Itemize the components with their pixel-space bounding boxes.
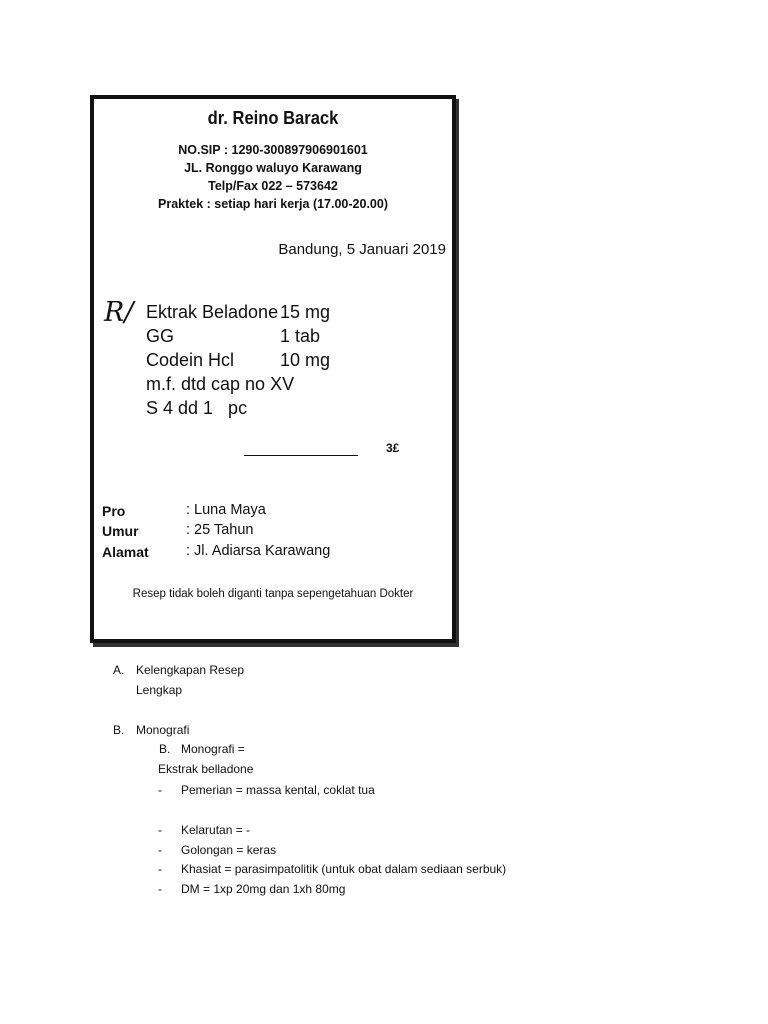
- paraf-mark: 3£: [386, 441, 400, 455]
- bullet-pemerian: Pemerian = massa kental, coklat tua: [181, 783, 375, 797]
- signature-line: [244, 455, 358, 456]
- section-b-title: Monografi: [136, 723, 190, 737]
- subsection-b-marker: B.: [159, 742, 171, 756]
- doctor-address: JL. Ronggo waluyo Karawang: [184, 161, 362, 175]
- recipe-symbol: R/: [104, 297, 134, 328]
- doctor-phone: Telp/Fax 022 – 573642: [208, 179, 338, 193]
- patient-name: : Luna Maya: [186, 502, 266, 518]
- bullet-dash: -: [158, 882, 162, 896]
- bullet-dosis-maksimum: DM = 1xp 20mg dan 1xh 80mg: [181, 882, 346, 896]
- section-a-title: Kelengkapan Resep: [136, 663, 245, 677]
- section-a-marker: A.: [113, 663, 125, 677]
- section-b-marker: B.: [113, 723, 125, 737]
- patient-age: : 25 Tahun: [186, 522, 254, 538]
- bullet-dash: -: [158, 823, 162, 837]
- bullet-dash: -: [158, 783, 162, 797]
- rx-line-dose: 15 mg: [280, 302, 331, 322]
- rx-line-name: Codein Hcl: [146, 350, 235, 370]
- prescription-footer: Resep tidak boleh diganti tanpa sepengetahuan Dokter: [132, 588, 414, 600]
- rx-line-name: Ektrak Beladone: [146, 302, 279, 322]
- rx-line-dose: 10 mg: [280, 350, 331, 370]
- patient-address: : Jl. Adiarsa Karawang: [186, 543, 331, 559]
- license-number: NO.SIP : 1290-300897906901601: [178, 143, 368, 157]
- patient-label-name: Pro: [102, 503, 126, 519]
- bullet-dash: -: [158, 843, 162, 857]
- rx-line-name: m.f. dtd cap no XV: [146, 374, 295, 394]
- bullet-dash: -: [158, 862, 162, 876]
- practice-hours: Praktek : setiap hari kerja (17.00-20.00): [158, 197, 388, 211]
- bullet-khasiat: Khasiat = parasimpatolitik (untuk obat dalam sediaan serbuk): [181, 862, 507, 876]
- patient-label-age: Umur: [102, 523, 139, 539]
- rx-line-name: GG: [146, 326, 175, 346]
- monograph-item: Ekstrak belladone: [158, 762, 254, 776]
- subsection-b-title: Monografi =: [181, 742, 245, 756]
- doctor-name: dr. Reino Barack: [207, 108, 339, 128]
- section-a-value: Lengkap: [136, 683, 183, 697]
- bullet-kelarutan: Kelarutan = -: [181, 823, 251, 837]
- prescription-card: [90, 95, 456, 643]
- rx-line-dose: 1 tab: [280, 326, 321, 346]
- rx-line-name: S 4 dd 1 pc: [146, 398, 248, 418]
- prescription-date: Bandung, 5 Januari 2019: [278, 241, 446, 258]
- patient-label-address: Alamat: [102, 544, 149, 560]
- bullet-golongan: Golongan = keras: [181, 843, 277, 857]
